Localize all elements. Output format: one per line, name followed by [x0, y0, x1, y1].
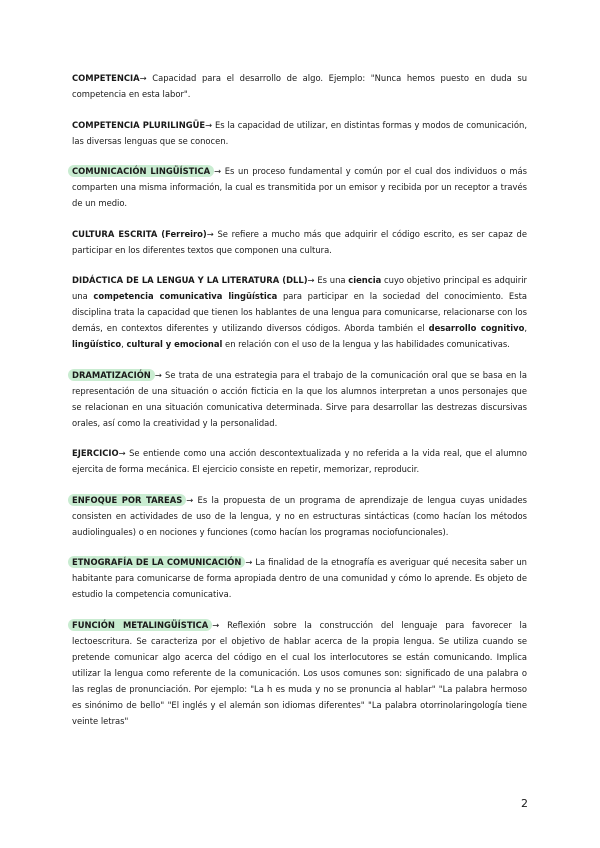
definition-competencia-plurilingue: → Es la capacidad de utilizar, en distintas formas y modos de comunicación, las diversas lenguas que se conocen.	[72, 119, 527, 146]
glossary-entry-etnografia	[72, 554, 527, 602]
term-cultura-escrita: CULTURA ESCRITA (Ferreiro)	[72, 228, 207, 239]
glossary-entry-enfoque-por-tareas	[72, 492, 527, 540]
term-ejercicio: EJERCICIO	[72, 448, 119, 458]
definition-enfoque-por-tareas: → Es la propuesta de un programa de aprendizaje de lengua cuyas unidades consisten en actividades de uso de la lengua, y no en estructuras sintácticas (como hacían los métodos audiolinguales) o en nociones y funciones (como hacían los programas nociofuncionales).	[72, 494, 528, 537]
definition-dll-bold: competencia comunicativa lingüística	[93, 291, 278, 301]
definition-dll-bold: ciencia	[348, 275, 382, 285]
term-enfoque-por-tareas: ENFOQUE POR TAREAS	[68, 494, 186, 506]
definition-dll-part: ,	[524, 323, 527, 333]
definition-ejercicio: → Se entiende como una acción descontextualizada y no referida a la vida real, que el alumno ejercita de forma mecánica. El ejercicio consiste en repetir, memorizar, reproducir.	[72, 448, 527, 474]
definition-dll-part: para participar en la sociedad del conocimiento. Esta disciplina trata la capacidad que tienen los hablantes de una lengua para comunicarse, relacionarse con los demás, en contextos diferentes y utilizando diversos códigos. Aborda también el	[72, 291, 527, 333]
term-competencia-plurilingue: COMPETENCIA PLURILINGÜE	[72, 119, 206, 130]
term-dll: DIDÁCTICA DE LA LENGUA Y LA LITERATURA (DLL)	[72, 275, 308, 285]
definition-dll-part: ,	[121, 339, 127, 349]
definition-dll-bold: lingüístico	[72, 339, 122, 349]
definition-dll-bold: cultural y emocional	[126, 339, 223, 349]
term-etnografia: ETNOGRAFÍA DE LA COMUNICACIÓN	[68, 556, 245, 568]
glossary-page	[72, 70, 527, 743]
definition-dll-part: cuyo objetivo principal es adquirir una	[72, 275, 527, 301]
glossary-entry-funcion-metalinguistica	[72, 617, 527, 729]
glossary-entry-dll	[72, 272, 527, 352]
definition-dramatizacion: → Se trata de una estrategia para el trabajo de la comunicación oral que se basa en la representación de una situación o acción ficticia en la que los alumnos interpretan a unos personajes que se relacionan en una situación comunicativa determinada. Sirve para desarrollar las destrezas discursivas orales, así como la creatividad y la personalidad.	[72, 369, 527, 428]
definition-cultura-escrita: → Se refiere a mucho más que adquirir el código escrito, es ser capaz de participar en los diferentes textos que componen una cultura.	[72, 228, 528, 255]
term-dramatizacion: DRAMATIZACIÓN	[68, 369, 155, 381]
definition-dll-part: → Es una	[307, 275, 349, 285]
definition-dll-part: en relación con el uso de la lengua y las habilidades comunicativas.	[222, 339, 510, 349]
definition-competencia: → Capacidad para el desarrollo de algo. Ejemplo: "Nunca hemos puesto en duda su competencia en esta labor".	[72, 73, 527, 99]
glossary-entry-dramatizacion	[72, 367, 527, 431]
glossary-entry-competencia-plurilingue	[72, 117, 527, 149]
definition-etnografia: → La finalidad de la etnografía es averiguar qué necesita saber un habitante para comunicarse de forma apropiada dentro de una comunidad y cómo lo aprende. Es objeto de estudio la competencia comunicativa.	[72, 557, 527, 599]
definition-comunicacion-linguistica: → Es un proceso fundamental y común por el cual dos individuos o más comparten una misma información, la cual es transmitida por un emisor y recibida por un receptor a través de un medio.	[72, 166, 527, 208]
definition-dll-bold: desarrollo cognitivo	[428, 323, 525, 333]
term-comunicacion-linguistica: COMUNICACIÓN LINGÜÍSTICA	[68, 165, 214, 177]
glossary-entry-comunicacion-linguistica	[72, 163, 527, 211]
term-funcion-metalinguistica: FUNCIÓN METALINGÜÍSTICA	[68, 619, 212, 631]
glossary-entry-cultura-escrita	[72, 226, 527, 258]
term-competencia: COMPETENCIA	[72, 73, 140, 83]
page-number: 2	[521, 797, 528, 810]
glossary-entry-competencia	[72, 70, 527, 102]
definition-funcion-metalinguistica: → Reflexión sobre la construcción del lenguaje para favorecer la lectoescritura. Se caracteriza por el objetivo de hablar acerca de la propia lengua. Se utiliza cuando se pretende comunicar algo acerca del código en el cual los interlocutores se están comunicando. Implica utilizar la lengua como referente de la comunicación. Los usos comunes son: significado de una palabra o las reglas de pronunciación. Por ejemplo: "La h es muda y no se pronuncia al hablar" "La palabra hermoso es sinónimo de bello" "El inglés y el alemán son idiomas diferentes" "La palabra otorrinolaringología tiene veinte letras"	[72, 619, 527, 726]
glossary-entry-ejercicio	[72, 445, 527, 477]
